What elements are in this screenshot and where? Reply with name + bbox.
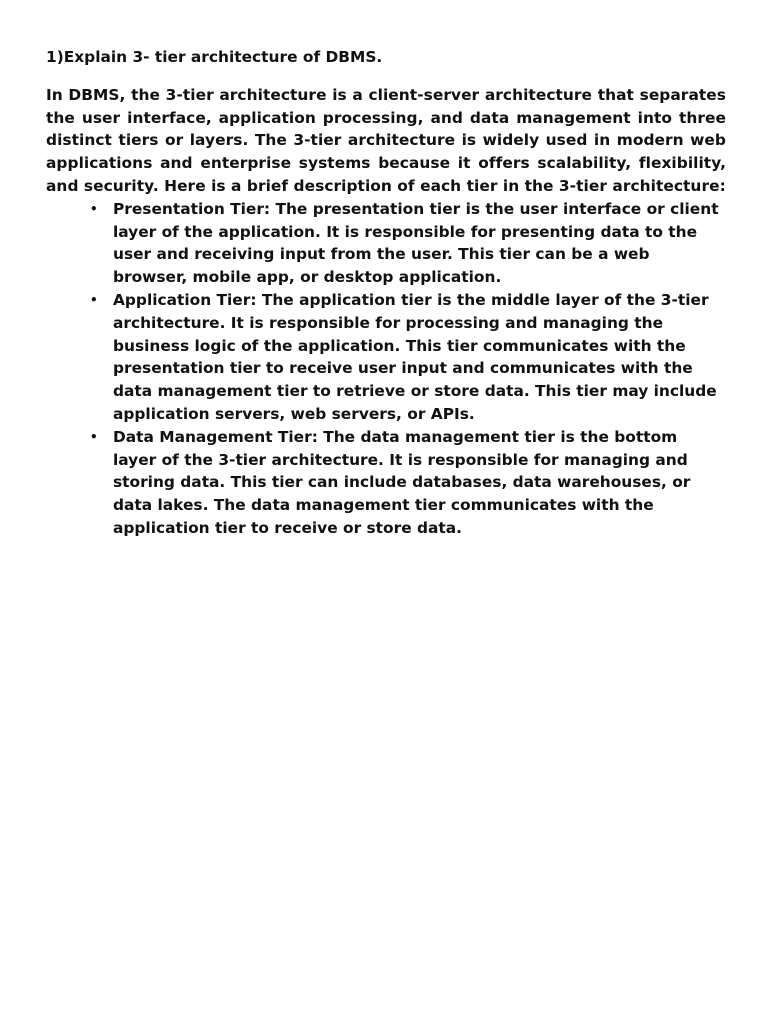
document-content bbox=[46, 46, 726, 540]
bullet-icon: • bbox=[90, 429, 98, 444]
tier-item-presentation bbox=[90, 198, 725, 289]
tier-description: Application Tier: The application tier is the middle layer of the 3-tier architecture. It is responsible for processing and managing the business logic of the application. This tier communicates with the presentation tier to receive user input and communicates with the data management tier to retrieve or store data. This tier may include application servers, web servers, or APIs. bbox=[113, 290, 717, 423]
tier-item-data-management bbox=[90, 426, 725, 540]
bullet-icon: • bbox=[90, 201, 98, 216]
tier-description: Presentation Tier: The presentation tier is the user interface or client layer of the application. It is responsible for presenting data to the user and receiving input from the user. This tier can be a web browser, mobile app, or desktop application. bbox=[113, 199, 719, 287]
tier-list bbox=[46, 198, 726, 540]
bullet-icon: • bbox=[90, 292, 98, 307]
intro-paragraph: In DBMS, the 3-tier architecture is a client-server architecture that separates the user interface, application processing, and data management into three distinct tiers or layers. The 3-tier architecture is widely used in modern web applications and enterprise systems because it offers scalability, flexibility, and security. Here is a brief description of each tier in the 3-tier architecture: bbox=[46, 85, 726, 195]
question-heading: 1)Explain 3- tier architecture of DBMS. bbox=[46, 48, 383, 66]
tier-item-application bbox=[90, 289, 725, 426]
tier-description: Data Management Tier: The data management tier is the bottom layer of the 3-tier architecture. It is responsible for managing and storing data. This tier can include databases, data warehouses, or data lakes. The data management tier communicates with the application tier to receive or store data. bbox=[113, 427, 691, 537]
